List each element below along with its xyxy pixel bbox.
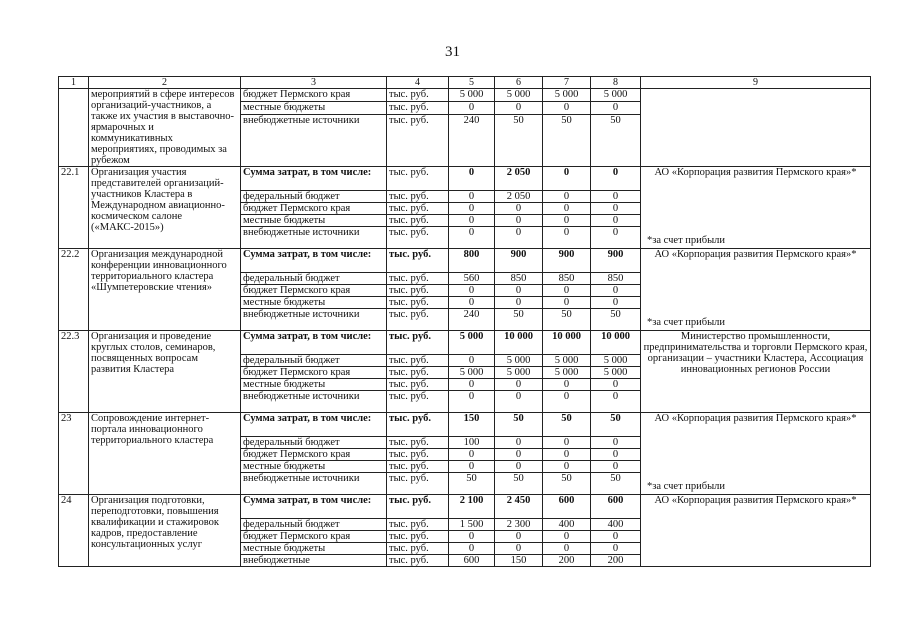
value-cell: 0 — [495, 531, 543, 543]
value-cell: 0 — [449, 461, 495, 473]
value-cell: 5 000 — [449, 89, 495, 102]
value-cell: 0 — [543, 102, 591, 115]
total-value: 2 100 — [449, 495, 495, 519]
funding-source: внебюджетные источники — [241, 391, 387, 413]
value-cell: 0 — [495, 391, 543, 413]
unit: тыс. руб. — [387, 285, 449, 297]
value-cell: 0 — [543, 379, 591, 391]
value-cell: 0 — [495, 449, 543, 461]
value-cell: 0 — [449, 531, 495, 543]
total-value: 50 — [495, 413, 543, 437]
total-value: 50 — [591, 413, 641, 437]
unit: тыс. руб. — [387, 391, 449, 413]
value-cell: 50 — [543, 309, 591, 331]
value-cell: 0 — [449, 379, 495, 391]
total-value: 10 000 — [543, 331, 591, 355]
total-value: 600 — [591, 495, 641, 519]
footnote-text: *за счет прибыли — [647, 481, 726, 492]
value-cell: 0 — [543, 543, 591, 555]
value-cell: 0 — [543, 437, 591, 449]
value-cell: 50 — [543, 473, 591, 495]
value-cell: 0 — [591, 437, 641, 449]
header-row — [59, 77, 871, 89]
value-cell: 0 — [591, 391, 641, 413]
unit: тыс. руб. — [387, 413, 449, 437]
value-cell: 0 — [591, 461, 641, 473]
funding-source: федеральный бюджет — [241, 191, 387, 203]
responsible — [641, 249, 871, 331]
value-cell: 0 — [449, 297, 495, 309]
funding-source: местные бюджеты — [241, 297, 387, 309]
funding-source: местные бюджеты — [241, 379, 387, 391]
total-value: 10 000 — [495, 331, 543, 355]
value-cell: 0 — [543, 191, 591, 203]
funding-source: бюджет Пермского края — [241, 531, 387, 543]
unit: тыс. руб. — [387, 473, 449, 495]
unit: тыс. руб. — [387, 437, 449, 449]
value-cell: 0 — [495, 102, 543, 115]
value-cell: 0 — [449, 355, 495, 367]
row-number — [59, 89, 89, 167]
value-cell: 0 — [591, 297, 641, 309]
value-cell: 240 — [449, 115, 495, 167]
column-header: 8 — [591, 77, 641, 89]
value-cell: 850 — [543, 273, 591, 285]
total-value: 50 — [543, 413, 591, 437]
footnote-text: *за счет прибыли — [647, 317, 726, 328]
value-cell: 5 000 — [543, 367, 591, 379]
activity-description: Сопровождение интернет-портала инновационного территориального кластера — [89, 413, 241, 495]
value-cell: 0 — [495, 379, 543, 391]
unit: тыс. руб. — [387, 227, 449, 249]
value-cell: 0 — [543, 391, 591, 413]
funding-source: внебюджетные источники — [241, 309, 387, 331]
total-value: 800 — [449, 249, 495, 273]
total-label: Сумма затрат, в том числе: — [241, 167, 387, 191]
block-total-row — [59, 249, 871, 273]
value-cell: 0 — [449, 227, 495, 249]
unit: тыс. руб. — [387, 297, 449, 309]
responsible-text: Министерство промышленности, предпринимательства и торговли Пермского края, организации – участники Кластера, Ассоциация инновационных регионов России — [643, 331, 868, 375]
value-cell: 5 000 — [591, 89, 641, 102]
value-cell: 5 000 — [449, 367, 495, 379]
responsible-text: АО «Корпорация развития Пермского края»* — [654, 413, 857, 424]
block-total-row — [59, 413, 871, 437]
responsible-text: АО «Корпорация развития Пермского края»* — [654, 495, 857, 506]
unit: тыс. руб. — [387, 379, 449, 391]
value-cell: 5 000 — [591, 367, 641, 379]
value-cell: 50 — [449, 473, 495, 495]
unit: тыс. руб. — [387, 555, 449, 567]
total-value: 150 — [449, 413, 495, 437]
value-cell: 0 — [449, 215, 495, 227]
unit: тыс. руб. — [387, 367, 449, 379]
value-cell: 0 — [591, 285, 641, 297]
column-header: 3 — [241, 77, 387, 89]
value-cell: 0 — [449, 191, 495, 203]
value-cell: 0 — [543, 227, 591, 249]
funding-source: федеральный бюджет — [241, 437, 387, 449]
column-header: 9 — [641, 77, 871, 89]
value-cell: 5 000 — [543, 89, 591, 102]
column-header: 2 — [89, 77, 241, 89]
value-cell: 200 — [543, 555, 591, 567]
activity-description: Организация и проведение круглых столов, семинаров, посвященных вопросам развития Кластера — [89, 331, 241, 413]
responsible-text: АО «Корпорация развития Пермского края»* — [654, 167, 857, 178]
value-cell: 0 — [543, 449, 591, 461]
value-cell: 5 000 — [495, 89, 543, 102]
value-cell: 0 — [543, 285, 591, 297]
total-label: Сумма затрат, в том числе: — [241, 249, 387, 273]
funding-source: внебюджетные источники — [241, 115, 387, 167]
unit: тыс. руб. — [387, 355, 449, 367]
total-value: 0 — [449, 167, 495, 191]
value-cell: 0 — [543, 297, 591, 309]
value-cell: 150 — [495, 555, 543, 567]
value-cell: 100 — [449, 437, 495, 449]
funding-source: бюджет Пермского края — [241, 449, 387, 461]
total-value: 900 — [495, 249, 543, 273]
funding-source: бюджет Пермского края — [241, 285, 387, 297]
unit: тыс. руб. — [387, 249, 449, 273]
value-cell: 50 — [543, 115, 591, 167]
value-cell: 0 — [591, 203, 641, 215]
funding-source: внебюджетные источники — [241, 473, 387, 495]
unit: тыс. руб. — [387, 495, 449, 519]
activity-description: мероприятий в сфере интересов организаций-участников, а также их участия в выставочно-ярмарочных и коммуникативных мероприятиях, проводимых за рубежом — [89, 89, 241, 167]
page-number: 31 — [445, 44, 460, 60]
unit: тыс. руб. — [387, 309, 449, 331]
total-value: 600 — [543, 495, 591, 519]
value-cell: 50 — [591, 115, 641, 167]
value-cell: 0 — [495, 215, 543, 227]
responsible — [641, 413, 871, 495]
responsible — [641, 167, 871, 249]
value-cell: 200 — [591, 555, 641, 567]
column-header: 5 — [449, 77, 495, 89]
value-cell: 2 050 — [495, 191, 543, 203]
value-cell: 0 — [543, 531, 591, 543]
value-cell: 0 — [495, 203, 543, 215]
total-value: 2 450 — [495, 495, 543, 519]
value-cell: 0 — [449, 203, 495, 215]
total-label: Сумма затрат, в том числе: — [241, 495, 387, 519]
activity-description: Организация подготовки, переподготовки, повышения квалификации и стажировок кадров, предоставление консультационных услуг — [89, 495, 241, 567]
value-cell: 0 — [591, 543, 641, 555]
value-cell: 0 — [543, 203, 591, 215]
unit: тыс. руб. — [387, 191, 449, 203]
row-number: 24 — [59, 495, 89, 567]
value-cell: 50 — [495, 309, 543, 331]
value-cell: 0 — [449, 285, 495, 297]
unit: тыс. руб. — [387, 102, 449, 115]
value-cell: 0 — [449, 391, 495, 413]
value-cell: 0 — [449, 102, 495, 115]
column-header: 1 — [59, 77, 89, 89]
funding-source: местные бюджеты — [241, 102, 387, 115]
value-cell: 0 — [591, 191, 641, 203]
responsible — [641, 331, 871, 413]
footnote-text: *за счет прибыли — [647, 235, 726, 246]
row-number: 22.3 — [59, 331, 89, 413]
responsible — [641, 495, 871, 567]
value-cell: 0 — [495, 543, 543, 555]
value-cell: 560 — [449, 273, 495, 285]
funding-source: местные бюджеты — [241, 215, 387, 227]
total-value: 900 — [591, 249, 641, 273]
value-cell: 0 — [543, 215, 591, 227]
column-header: 7 — [543, 77, 591, 89]
value-cell: 2 300 — [495, 519, 543, 531]
unit: тыс. руб. — [387, 531, 449, 543]
responsible — [641, 89, 871, 167]
row-number: 22.2 — [59, 249, 89, 331]
value-cell: 5 000 — [543, 355, 591, 367]
funding-source: федеральный бюджет — [241, 519, 387, 531]
unit: тыс. руб. — [387, 167, 449, 191]
total-label: Сумма затрат, в том числе: — [241, 413, 387, 437]
total-value: 0 — [543, 167, 591, 191]
column-header: 6 — [495, 77, 543, 89]
value-cell: 0 — [591, 215, 641, 227]
row-number: 22.1 — [59, 167, 89, 249]
unit: тыс. руб. — [387, 331, 449, 355]
value-cell: 5 000 — [591, 355, 641, 367]
total-value: 2 050 — [495, 167, 543, 191]
total-value: 0 — [591, 167, 641, 191]
table-row — [59, 89, 871, 102]
funding-source: бюджет Пермского края — [241, 367, 387, 379]
value-cell: 0 — [591, 379, 641, 391]
unit: тыс. руб. — [387, 519, 449, 531]
value-cell: 600 — [449, 555, 495, 567]
funding-source: бюджет Пермского края — [241, 203, 387, 215]
value-cell: 50 — [495, 473, 543, 495]
unit: тыс. руб. — [387, 273, 449, 285]
value-cell: 0 — [495, 285, 543, 297]
value-cell: 0 — [495, 227, 543, 249]
total-label: Сумма затрат, в том числе: — [241, 331, 387, 355]
funding-source: бюджет Пермского края — [241, 89, 387, 102]
unit: тыс. руб. — [387, 449, 449, 461]
block-total-row — [59, 495, 871, 519]
funding-source: местные бюджеты — [241, 461, 387, 473]
unit: тыс. руб. — [387, 543, 449, 555]
value-cell: 0 — [591, 102, 641, 115]
value-cell: 850 — [495, 273, 543, 285]
value-cell: 0 — [449, 543, 495, 555]
unit: тыс. руб. — [387, 115, 449, 167]
funding-source: внебюджетные источники — [241, 227, 387, 249]
value-cell: 0 — [591, 531, 641, 543]
column-header: 4 — [387, 77, 449, 89]
value-cell: 50 — [495, 115, 543, 167]
funding-source: местные бюджеты — [241, 543, 387, 555]
value-cell: 850 — [591, 273, 641, 285]
unit: тыс. руб. — [387, 215, 449, 227]
unit: тыс. руб. — [387, 89, 449, 102]
responsible-text: АО «Корпорация развития Пермского края»* — [654, 249, 857, 260]
value-cell: 50 — [591, 473, 641, 495]
funding-source: внебюджетные — [241, 555, 387, 567]
block-total-row — [59, 331, 871, 355]
value-cell: 0 — [591, 227, 641, 249]
value-cell: 0 — [449, 449, 495, 461]
value-cell: 0 — [495, 297, 543, 309]
total-value: 900 — [543, 249, 591, 273]
value-cell: 1 500 — [449, 519, 495, 531]
row-number: 23 — [59, 413, 89, 495]
value-cell: 400 — [591, 519, 641, 531]
value-cell: 0 — [495, 461, 543, 473]
value-cell: 5 000 — [495, 355, 543, 367]
total-value: 10 000 — [591, 331, 641, 355]
value-cell: 0 — [591, 449, 641, 461]
funding-source: федеральный бюджет — [241, 355, 387, 367]
value-cell: 0 — [495, 437, 543, 449]
activity-description: Организация участия представителей организаций-участников Кластера в Международном авиационно-космическом салоне («МАКС-2015») — [89, 167, 241, 249]
block-total-row — [59, 167, 871, 191]
unit: тыс. руб. — [387, 203, 449, 215]
funding-source: федеральный бюджет — [241, 273, 387, 285]
value-cell: 240 — [449, 309, 495, 331]
unit: тыс. руб. — [387, 461, 449, 473]
value-cell: 5 000 — [495, 367, 543, 379]
value-cell: 0 — [543, 461, 591, 473]
budget-table — [58, 76, 871, 567]
value-cell: 50 — [591, 309, 641, 331]
total-value: 5 000 — [449, 331, 495, 355]
activity-description: Организация международной конференции инновационного территориального кластера «Шумпетеровские чтения» — [89, 249, 241, 331]
value-cell: 400 — [543, 519, 591, 531]
